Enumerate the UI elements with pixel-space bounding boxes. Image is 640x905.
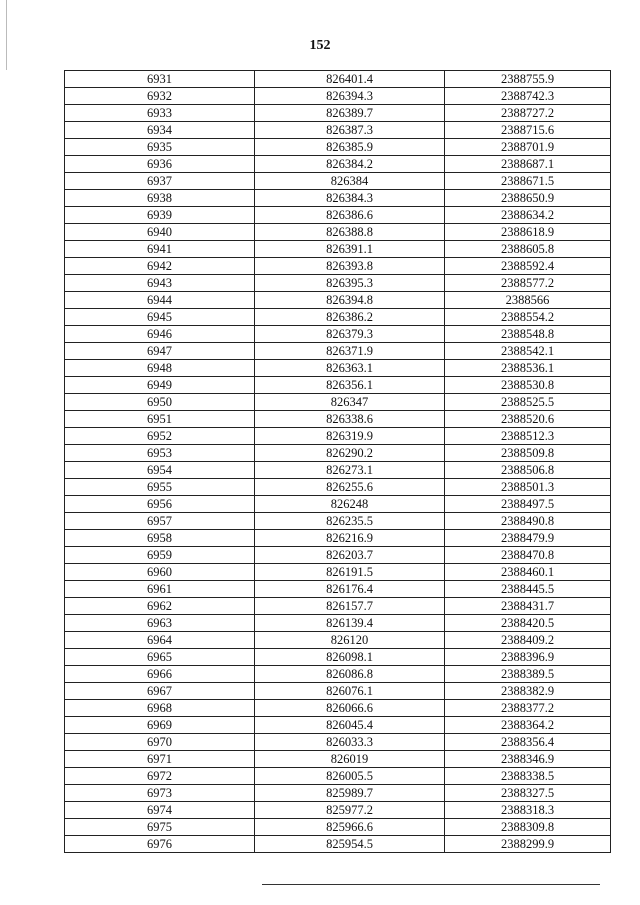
- y-coordinate-cell: 2388470.8: [445, 547, 611, 564]
- point-number-cell: 6948: [65, 360, 255, 377]
- point-number-cell: 6951: [65, 411, 255, 428]
- x-coordinate-cell: 826356.1: [255, 377, 445, 394]
- table-row: [65, 836, 611, 853]
- y-coordinate-cell: 2388727.2: [445, 105, 611, 122]
- x-coordinate-cell: 826386.6: [255, 207, 445, 224]
- x-coordinate-cell: 826363.1: [255, 360, 445, 377]
- table-row: [65, 581, 611, 598]
- y-coordinate-cell: 2388364.2: [445, 717, 611, 734]
- point-number-cell: 6960: [65, 564, 255, 581]
- table-row: [65, 224, 611, 241]
- x-coordinate-cell: 825966.6: [255, 819, 445, 836]
- table-row: [65, 241, 611, 258]
- x-coordinate-cell: 825954.5: [255, 836, 445, 853]
- table-row: [65, 700, 611, 717]
- table-row: [65, 547, 611, 564]
- table-row: [65, 122, 611, 139]
- x-coordinate-cell: 826216.9: [255, 530, 445, 547]
- point-number-cell: 6964: [65, 632, 255, 649]
- point-number-cell: 6937: [65, 173, 255, 190]
- table-row: [65, 751, 611, 768]
- point-number-cell: 6970: [65, 734, 255, 751]
- table-row: [65, 377, 611, 394]
- point-number-cell: 6941: [65, 241, 255, 258]
- x-coordinate-cell: 826391.1: [255, 241, 445, 258]
- x-coordinate-cell: 826273.1: [255, 462, 445, 479]
- x-coordinate-cell: 826120: [255, 632, 445, 649]
- point-number-cell: 6958: [65, 530, 255, 547]
- y-coordinate-cell: 2388356.4: [445, 734, 611, 751]
- y-coordinate-cell: 2388506.8: [445, 462, 611, 479]
- table-row: [65, 275, 611, 292]
- x-coordinate-cell: 826387.3: [255, 122, 445, 139]
- x-coordinate-cell: 826394.3: [255, 88, 445, 105]
- y-coordinate-cell: 2388554.2: [445, 309, 611, 326]
- x-coordinate-cell: 826290.2: [255, 445, 445, 462]
- point-number-cell: 6961: [65, 581, 255, 598]
- x-coordinate-cell: 826066.6: [255, 700, 445, 717]
- y-coordinate-cell: 2388501.3: [445, 479, 611, 496]
- point-number-cell: 6954: [65, 462, 255, 479]
- y-coordinate-cell: 2388687.1: [445, 156, 611, 173]
- x-coordinate-cell: 826235.5: [255, 513, 445, 530]
- y-coordinate-cell: 2388445.5: [445, 581, 611, 598]
- table-row: [65, 190, 611, 207]
- point-number-cell: 6962: [65, 598, 255, 615]
- scan-edge-mark: [6, 0, 7, 70]
- table-row: [65, 88, 611, 105]
- y-coordinate-cell: 2388318.3: [445, 802, 611, 819]
- point-number-cell: 6945: [65, 309, 255, 326]
- x-coordinate-cell: 826033.3: [255, 734, 445, 751]
- x-coordinate-cell: 826379.3: [255, 326, 445, 343]
- y-coordinate-cell: 2388389.5: [445, 666, 611, 683]
- x-coordinate-cell: 826255.6: [255, 479, 445, 496]
- y-coordinate-cell: 2388309.8: [445, 819, 611, 836]
- point-number-cell: 6934: [65, 122, 255, 139]
- table-row: [65, 768, 611, 785]
- point-number-cell: 6942: [65, 258, 255, 275]
- x-coordinate-cell: 826045.4: [255, 717, 445, 734]
- point-number-cell: 6952: [65, 428, 255, 445]
- page-number: 152: [309, 38, 331, 53]
- table-row: [65, 666, 611, 683]
- x-coordinate-cell: 826386.2: [255, 309, 445, 326]
- y-coordinate-cell: 2388346.9: [445, 751, 611, 768]
- table-row: [65, 258, 611, 275]
- table-row: [65, 309, 611, 326]
- y-coordinate-cell: 2388479.9: [445, 530, 611, 547]
- y-coordinate-cell: 2388542.1: [445, 343, 611, 360]
- table-row: [65, 173, 611, 190]
- point-number-cell: 6953: [65, 445, 255, 462]
- y-coordinate-cell: 2388650.9: [445, 190, 611, 207]
- y-coordinate-cell: 2388327.5: [445, 785, 611, 802]
- coordinates-table-body: [65, 71, 611, 853]
- point-number-cell: 6946: [65, 326, 255, 343]
- y-coordinate-cell: 2388512.3: [445, 428, 611, 445]
- x-coordinate-cell: 826401.4: [255, 71, 445, 88]
- y-coordinate-cell: 2388509.8: [445, 445, 611, 462]
- point-number-cell: 6957: [65, 513, 255, 530]
- y-coordinate-cell: 2388520.6: [445, 411, 611, 428]
- table-row: [65, 292, 611, 309]
- table-row: [65, 785, 611, 802]
- y-coordinate-cell: 2388530.8: [445, 377, 611, 394]
- x-coordinate-cell: 826371.9: [255, 343, 445, 360]
- x-coordinate-cell: 826388.8: [255, 224, 445, 241]
- coordinates-table: [64, 70, 611, 853]
- x-coordinate-cell: 826385.9: [255, 139, 445, 156]
- x-coordinate-cell: 826338.6: [255, 411, 445, 428]
- x-coordinate-cell: 826395.3: [255, 275, 445, 292]
- point-number-cell: 6956: [65, 496, 255, 513]
- y-coordinate-cell: 2388577.2: [445, 275, 611, 292]
- point-number-cell: 6936: [65, 156, 255, 173]
- table-row: [65, 105, 611, 122]
- x-coordinate-cell: 826005.5: [255, 768, 445, 785]
- x-coordinate-cell: 826384: [255, 173, 445, 190]
- point-number-cell: 6966: [65, 666, 255, 683]
- x-coordinate-cell: 825977.2: [255, 802, 445, 819]
- table-row: [65, 139, 611, 156]
- table-row: [65, 360, 611, 377]
- point-number-cell: 6932: [65, 88, 255, 105]
- y-coordinate-cell: 2388431.7: [445, 598, 611, 615]
- x-coordinate-cell: 826176.4: [255, 581, 445, 598]
- table-row: [65, 530, 611, 547]
- table-row: [65, 343, 611, 360]
- x-coordinate-cell: 826384.2: [255, 156, 445, 173]
- point-number-cell: 6965: [65, 649, 255, 666]
- point-number-cell: 6972: [65, 768, 255, 785]
- x-coordinate-cell: 826394.8: [255, 292, 445, 309]
- point-number-cell: 6955: [65, 479, 255, 496]
- table-row: [65, 496, 611, 513]
- y-coordinate-cell: 2388755.9: [445, 71, 611, 88]
- table-row: [65, 717, 611, 734]
- y-coordinate-cell: 2388460.1: [445, 564, 611, 581]
- point-number-cell: 6939: [65, 207, 255, 224]
- table-row: [65, 632, 611, 649]
- table-row: [65, 156, 611, 173]
- point-number-cell: 6974: [65, 802, 255, 819]
- table-row: [65, 479, 611, 496]
- y-coordinate-cell: 2388525.5: [445, 394, 611, 411]
- table-row: [65, 683, 611, 700]
- y-coordinate-cell: 2388671.5: [445, 173, 611, 190]
- point-number-cell: 6940: [65, 224, 255, 241]
- y-coordinate-cell: 2388548.8: [445, 326, 611, 343]
- x-coordinate-cell: 826098.1: [255, 649, 445, 666]
- table-row: [65, 649, 611, 666]
- x-coordinate-cell: 826389.7: [255, 105, 445, 122]
- x-coordinate-cell: 826076.1: [255, 683, 445, 700]
- y-coordinate-cell: 2388338.5: [445, 768, 611, 785]
- y-coordinate-cell: 2388715.6: [445, 122, 611, 139]
- point-number-cell: 6949: [65, 377, 255, 394]
- table-row: [65, 411, 611, 428]
- x-coordinate-cell: 826019: [255, 751, 445, 768]
- point-number-cell: 6943: [65, 275, 255, 292]
- point-number-cell: 6971: [65, 751, 255, 768]
- table-row: [65, 734, 611, 751]
- point-number-cell: 6976: [65, 836, 255, 853]
- point-number-cell: 6944: [65, 292, 255, 309]
- table-row: [65, 615, 611, 632]
- point-number-cell: 6931: [65, 71, 255, 88]
- y-coordinate-cell: 2388396.9: [445, 649, 611, 666]
- y-coordinate-cell: 2388634.2: [445, 207, 611, 224]
- y-coordinate-cell: 2388377.2: [445, 700, 611, 717]
- x-coordinate-cell: 826347: [255, 394, 445, 411]
- x-coordinate-cell: 826157.7: [255, 598, 445, 615]
- table-row: [65, 462, 611, 479]
- y-coordinate-cell: 2388536.1: [445, 360, 611, 377]
- point-number-cell: 6950: [65, 394, 255, 411]
- table-row: [65, 71, 611, 88]
- x-coordinate-cell: 826191.5: [255, 564, 445, 581]
- y-coordinate-cell: 2388618.9: [445, 224, 611, 241]
- table-row: [65, 428, 611, 445]
- table-row: [65, 513, 611, 530]
- table-row: [65, 326, 611, 343]
- x-coordinate-cell: 826393.8: [255, 258, 445, 275]
- point-number-cell: 6969: [65, 717, 255, 734]
- point-number-cell: 6967: [65, 683, 255, 700]
- point-number-cell: 6968: [65, 700, 255, 717]
- point-number-cell: 6947: [65, 343, 255, 360]
- y-coordinate-cell: 2388701.9: [445, 139, 611, 156]
- point-number-cell: 6938: [65, 190, 255, 207]
- table-row: [65, 207, 611, 224]
- y-coordinate-cell: 2388490.8: [445, 513, 611, 530]
- point-number-cell: 6975: [65, 819, 255, 836]
- table-row: [65, 564, 611, 581]
- point-number-cell: 6973: [65, 785, 255, 802]
- point-number-cell: 6935: [65, 139, 255, 156]
- y-coordinate-cell: 2388497.5: [445, 496, 611, 513]
- x-coordinate-cell: 826086.8: [255, 666, 445, 683]
- y-coordinate-cell: 2388566: [445, 292, 611, 309]
- table-row: [65, 802, 611, 819]
- y-coordinate-cell: 2388382.9: [445, 683, 611, 700]
- y-coordinate-cell: 2388592.4: [445, 258, 611, 275]
- point-number-cell: 6959: [65, 547, 255, 564]
- x-coordinate-cell: 826319.9: [255, 428, 445, 445]
- x-coordinate-cell: 826384.3: [255, 190, 445, 207]
- table-row: [65, 819, 611, 836]
- bottom-rule: [262, 884, 600, 885]
- y-coordinate-cell: 2388299.9: [445, 836, 611, 853]
- table-row: [65, 445, 611, 462]
- y-coordinate-cell: 2388742.3: [445, 88, 611, 105]
- point-number-cell: 6963: [65, 615, 255, 632]
- point-number-cell: 6933: [65, 105, 255, 122]
- x-coordinate-cell: 826203.7: [255, 547, 445, 564]
- x-coordinate-cell: 826139.4: [255, 615, 445, 632]
- y-coordinate-cell: 2388605.8: [445, 241, 611, 258]
- x-coordinate-cell: 825989.7: [255, 785, 445, 802]
- table-row: [65, 598, 611, 615]
- table-row: [65, 394, 611, 411]
- y-coordinate-cell: 2388420.5: [445, 615, 611, 632]
- x-coordinate-cell: 826248: [255, 496, 445, 513]
- y-coordinate-cell: 2388409.2: [445, 632, 611, 649]
